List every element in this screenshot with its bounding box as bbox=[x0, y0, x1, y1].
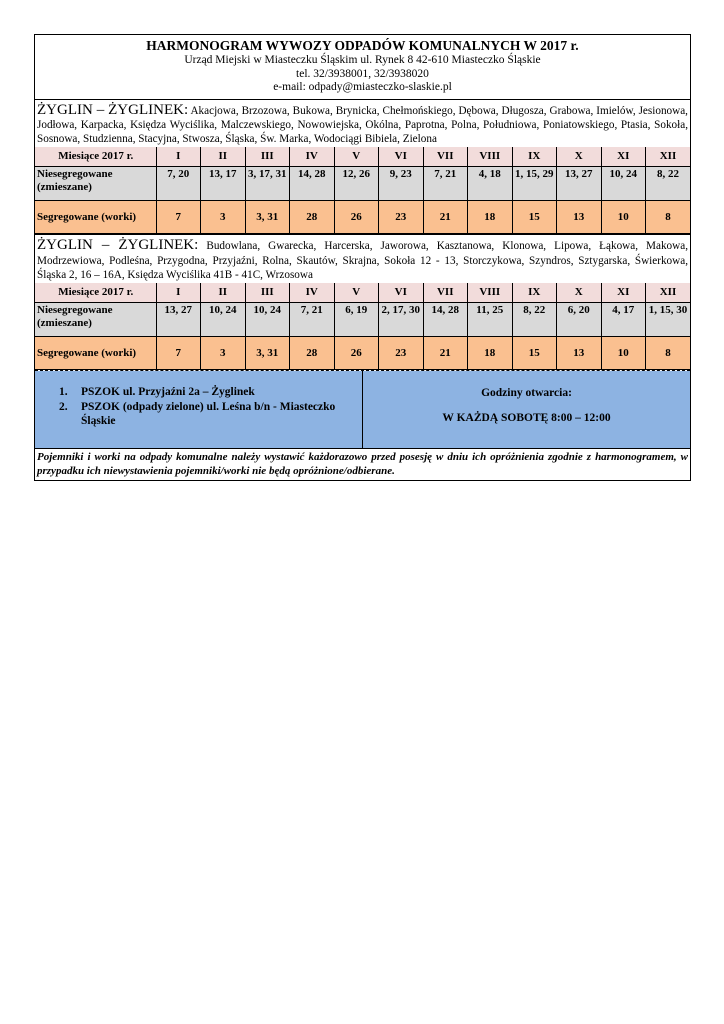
date-cell: 4, 18 bbox=[468, 167, 513, 201]
date-cell: 3, 31 bbox=[245, 201, 290, 234]
month-cell: XI bbox=[601, 283, 646, 303]
date-cell: 13, 27 bbox=[156, 303, 201, 337]
month-cell: X bbox=[557, 283, 602, 303]
month-cell: IV bbox=[290, 283, 335, 303]
date-cell: 6, 19 bbox=[334, 303, 379, 337]
month-cell: VII bbox=[423, 147, 468, 167]
section2-street-list: Budowlana, Gwarecka, Harcerska, Jaworowa, Kasztanowa, Klonowa, Lipowa, Łąkowa, Makowa, Modrzewiowa, Podleśna, Przygodna, Przyjaźni, Rolna, Skautów, Skrajna, Sokoła 12 - 13, Storczykowa, Szyndros, Sztygarska, Świerkowa, Śląska 2, 16 – 16A, Księdza Wyciślika 41B - 41C, Wrzosowa bbox=[37, 240, 688, 281]
date-cell: 10 bbox=[601, 337, 646, 370]
month-cell: VI bbox=[379, 147, 424, 167]
segregated-waste-row bbox=[35, 201, 690, 234]
date-cell: 7, 21 bbox=[423, 167, 468, 201]
mixed-waste-row bbox=[35, 303, 690, 337]
date-cell: 23 bbox=[379, 337, 424, 370]
month-cell: VIII bbox=[468, 283, 513, 303]
month-cell: IX bbox=[512, 147, 557, 167]
pszok-list bbox=[35, 371, 363, 448]
date-cell: 7 bbox=[156, 337, 201, 370]
pszok-box bbox=[35, 371, 690, 449]
section1-area: ŻYGLIN – ŻYGLINEK: bbox=[37, 101, 189, 118]
office-address: Urząd Miejski w Miasteczku Śląskim ul. Rynek 8 42-610 Miasteczko Śląskie bbox=[184, 54, 541, 66]
month-cell: III bbox=[245, 147, 290, 167]
section1-streets bbox=[35, 100, 690, 148]
month-cell: I bbox=[156, 147, 201, 167]
date-cell: 8, 22 bbox=[512, 303, 557, 337]
date-cell: 12, 26 bbox=[334, 167, 379, 201]
date-cell: 8, 22 bbox=[646, 167, 691, 201]
date-cell: 18 bbox=[468, 201, 513, 234]
date-cell: 10, 24 bbox=[601, 167, 646, 201]
pszok-item-number: 1. bbox=[59, 386, 68, 399]
month-cell: V bbox=[334, 147, 379, 167]
date-cell: 21 bbox=[423, 337, 468, 370]
month-cell: I bbox=[156, 283, 201, 303]
section2-streets bbox=[35, 234, 690, 283]
date-cell: 8 bbox=[646, 337, 691, 370]
date-cell: 13 bbox=[557, 337, 602, 370]
date-cell: 23 bbox=[379, 201, 424, 234]
months-row bbox=[35, 283, 690, 303]
section2-schedule-table bbox=[35, 283, 690, 370]
date-cell: 3 bbox=[201, 201, 246, 234]
month-cell: II bbox=[201, 283, 246, 303]
date-cell: 3, 17, 31 bbox=[245, 167, 290, 201]
pszok-item-number: 2. bbox=[59, 401, 68, 414]
date-cell: 3, 31 bbox=[245, 337, 290, 370]
date-cell: 2, 17, 30 bbox=[379, 303, 424, 337]
date-cell: 26 bbox=[334, 201, 379, 234]
date-cell: 10 bbox=[601, 201, 646, 234]
date-cell: 7, 20 bbox=[156, 167, 201, 201]
month-cell: IX bbox=[512, 283, 557, 303]
date-cell: 6, 20 bbox=[557, 303, 602, 337]
date-cell: 14, 28 bbox=[290, 167, 335, 201]
mixed-label: Niesegregowane (zmieszane) bbox=[35, 167, 156, 201]
date-cell: 13 bbox=[557, 201, 602, 234]
month-cell: II bbox=[201, 147, 246, 167]
date-cell: 1, 15, 30 bbox=[646, 303, 691, 337]
month-cell: XII bbox=[646, 147, 691, 167]
month-cell: XII bbox=[646, 283, 691, 303]
months-label: Miesiące 2017 r. bbox=[35, 147, 156, 167]
month-cell: V bbox=[334, 283, 379, 303]
opening-hours-value: W KAŻDĄ SOBOTĘ 8:00 – 12:00 bbox=[442, 412, 611, 425]
section2-area: ŻYGLIN – ŻYGLINEK: bbox=[37, 237, 199, 254]
date-cell: 4, 17 bbox=[601, 303, 646, 337]
date-cell: 8 bbox=[646, 201, 691, 234]
page-title: HARMONOGRAM WYWOZY ODPADÓW KOMUNALNYCH W 2017 r. bbox=[146, 38, 579, 53]
date-cell: 1, 15, 29 bbox=[512, 167, 557, 201]
date-cell: 13, 27 bbox=[557, 167, 602, 201]
footer-note: Pojemniki i worki na odpady komunalne należy wystawić każdorazowo przed posesję w dniu ich opróżnienia zgodnie z harmonogramem, w przypadku ich niewystawienia pojemniki/worki nie będą opróżnione/odbierane. bbox=[37, 451, 688, 478]
date-cell: 7 bbox=[156, 201, 201, 234]
opening-hours-title: Godziny otwarcia: bbox=[481, 387, 572, 400]
mixed-label: Niesegregowane (zmieszane) bbox=[35, 303, 156, 337]
months-label: Miesiące 2017 r. bbox=[35, 283, 156, 303]
date-cell: 13, 17 bbox=[201, 167, 246, 201]
date-cell: 21 bbox=[423, 201, 468, 234]
schedule-sheet bbox=[34, 34, 691, 481]
month-cell: X bbox=[557, 147, 602, 167]
office-email: e-mail: odpady@miasteczko-slaskie.pl bbox=[273, 81, 452, 93]
date-cell: 11, 25 bbox=[468, 303, 513, 337]
date-cell: 10, 24 bbox=[245, 303, 290, 337]
header bbox=[35, 35, 690, 100]
month-cell: VI bbox=[379, 283, 424, 303]
date-cell: 14, 28 bbox=[423, 303, 468, 337]
segregated-label: Segregowane (worki) bbox=[35, 337, 156, 370]
opening-hours bbox=[363, 371, 690, 448]
month-cell: IV bbox=[290, 147, 335, 167]
segregated-label: Segregowane (worki) bbox=[35, 201, 156, 234]
date-cell: 9, 23 bbox=[379, 167, 424, 201]
pszok-item bbox=[59, 385, 362, 399]
date-cell: 28 bbox=[290, 337, 335, 370]
mixed-waste-row bbox=[35, 167, 690, 201]
section1-street-list: Akacjowa, Brzozowa, Bukowa, Brynicka, Chełmońskiego, Dębowa, Długosza, Grabowa, Imielów, Jesionowa, Jodłowa, Karpacka, Księdza Wyciślika, Malczewskiego, Nowowiejska, Okólna, Paprotna, Polna, Południowa, Poniatowskiego, Ptasia, Sokoła, Sosnowa, Studzienna, Stacyjna, Stwosza, Śląska, Św. Marka, Wodociągi Bibiela, Zielona bbox=[37, 104, 688, 146]
date-cell: 3 bbox=[201, 337, 246, 370]
office-phone: tel. 32/3938001, 32/3938020 bbox=[296, 67, 429, 80]
section1-schedule-table bbox=[35, 147, 690, 234]
date-cell: 26 bbox=[334, 337, 379, 370]
month-cell: III bbox=[245, 283, 290, 303]
pszok-item-text: PSZOK (odpady zielone) ul. Leśna b/n - Miasteczko Śląskie bbox=[81, 401, 336, 428]
months-row bbox=[35, 147, 690, 167]
date-cell: 28 bbox=[290, 201, 335, 234]
segregated-waste-row bbox=[35, 337, 690, 370]
month-cell: VIII bbox=[468, 147, 513, 167]
date-cell: 10, 24 bbox=[201, 303, 246, 337]
month-cell: XI bbox=[601, 147, 646, 167]
date-cell: 15 bbox=[512, 201, 557, 234]
date-cell: 7, 21 bbox=[290, 303, 335, 337]
pszok-item-text: PSZOK ul. Przyjaźni 2a – Żyglinek bbox=[81, 386, 255, 399]
date-cell: 15 bbox=[512, 337, 557, 370]
date-cell: 18 bbox=[468, 337, 513, 370]
pszok-item bbox=[59, 400, 362, 428]
month-cell: VII bbox=[423, 283, 468, 303]
